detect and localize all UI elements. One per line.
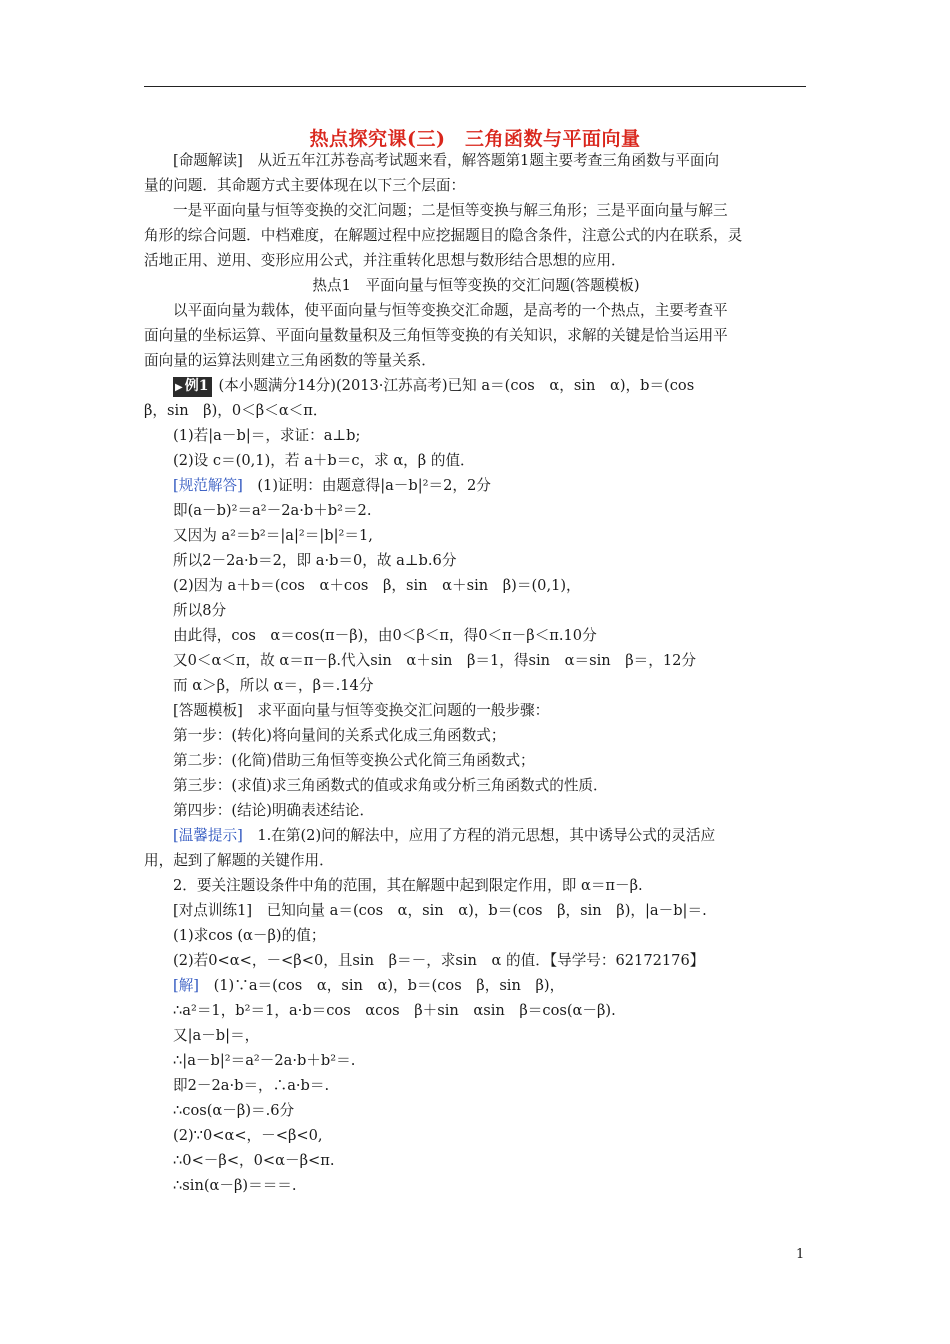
text-line bbox=[144, 998, 808, 1023]
line-text: 角形的综合问题．中档难度，在解题过程中应挖掘题目的隐含条件，注意公式的内在联系，灵 bbox=[144, 227, 743, 244]
text-line bbox=[144, 1098, 808, 1123]
section-label: [温馨提示] bbox=[173, 827, 258, 844]
text-line bbox=[144, 223, 808, 248]
line-text: 2．要关注题设条件中角的范围，其在解题中起到限定作用，即 α＝π－β. bbox=[173, 877, 643, 894]
page-title: 热点探究课(三) 三角函数与平面向量 bbox=[309, 128, 641, 150]
text-line bbox=[144, 498, 808, 523]
section-label: [规范解答] bbox=[173, 477, 258, 494]
line-text: (2)设 c＝(0,1)，若 a＋b＝c，求 α，β 的值． bbox=[173, 452, 475, 469]
line-text: (2)因为 a＋b＝(cos α＋cos β，sin α＋sin β)＝(0,1)， bbox=[173, 577, 581, 594]
text-line bbox=[144, 673, 808, 698]
text-line bbox=[144, 1073, 808, 1098]
text-line bbox=[144, 523, 808, 548]
line-text: ∴a²＝1，b²＝1，a·b＝cos αcos β＋sin αsin β＝cos(α－β). bbox=[173, 1002, 616, 1019]
text-line bbox=[144, 823, 808, 848]
line-text: ∴sin(α－β)＝＝＝. bbox=[173, 1177, 297, 1194]
text-line bbox=[144, 1173, 808, 1198]
arrow-icon: ▶ bbox=[175, 382, 183, 393]
line-text: 活地正用、逆用、变形应用公式，并注重转化思想与数形结合思想的应用． bbox=[144, 252, 626, 269]
text-line bbox=[144, 1123, 808, 1148]
text-line bbox=[144, 723, 808, 748]
text-line bbox=[144, 548, 808, 573]
text-line bbox=[144, 348, 808, 373]
line-text: 用，起到了解题的关键作用． bbox=[144, 852, 334, 869]
page-number: 1 bbox=[796, 1247, 805, 1262]
line-text: 所以8分 bbox=[173, 602, 227, 619]
line-text: (1)求cos (α－β)的值； bbox=[173, 927, 326, 944]
line-text: 面向量的坐标运算、平面向量数量积及三角恒等变换的有关知识，求解的关键是恰当运用平 bbox=[144, 327, 728, 344]
line-text: [命题解读] 从近五年江苏卷高考试题来看，解答题第1题主要考查三角函数与平面向 bbox=[173, 152, 720, 169]
line-text: ∴0<－β<，0<α－β<π. bbox=[173, 1152, 335, 1169]
text-line bbox=[144, 848, 808, 873]
line-text: 所以2－2a·b＝2，即 a·b＝0，故 a⊥b.6分 bbox=[173, 552, 457, 569]
line-text: ∴cos(α－β)＝.6分 bbox=[173, 1102, 295, 1119]
text-line bbox=[144, 298, 808, 323]
text-line bbox=[144, 1148, 808, 1173]
text-line bbox=[144, 423, 808, 448]
text-line bbox=[144, 1023, 808, 1048]
line-text: (1)若|a－b|＝，求证：a⊥b; bbox=[173, 427, 361, 444]
line-text: 即(a－b)²＝a²－2a·b＋b²＝2. bbox=[173, 502, 372, 519]
text-line bbox=[144, 648, 808, 673]
text-line bbox=[144, 773, 808, 798]
line-text: (1)证明：由题意得|a－b|²＝2，2分 bbox=[257, 477, 491, 494]
text-line bbox=[144, 898, 808, 923]
document-body bbox=[144, 148, 808, 1198]
line-text: 即2－2a·b＝，∴a·b＝. bbox=[173, 1077, 330, 1094]
line-text: ∴|a－b|²＝a²－2a·b＋b²＝. bbox=[173, 1052, 356, 1069]
text-line bbox=[144, 323, 808, 348]
text-line bbox=[144, 798, 808, 823]
line-text: 1.在第(2)问的解法中，应用了方程的消元思想，其中诱导公式的灵活应 bbox=[257, 827, 716, 844]
line-text: 又因为 a²＝b²＝|a|²＝|b|²＝1, bbox=[173, 527, 373, 544]
line-text: (1)∵a＝(cos α，sin α)，b＝(cos β，sin β)， bbox=[213, 977, 565, 994]
text-line bbox=[144, 923, 808, 948]
text-line bbox=[144, 623, 808, 648]
line-text: (2)∵0<α<，－<β<0, bbox=[173, 1127, 323, 1144]
line-text: 一是平面向量与恒等变换的交汇问题；二是恒等变换与解三角形；三是平面向量与解三 bbox=[173, 202, 728, 219]
line-text: 又0＜α＜π，故 α＝π－β.代入sin α＋sin β＝1，得sin α＝sin β＝，12分 bbox=[173, 652, 697, 669]
line-text: (2)若0<α<，－<β<0，且sin β＝－，求sin α 的值．【导学号：62172176】 bbox=[173, 952, 705, 969]
line-text: 又|a－b|＝， bbox=[173, 1027, 260, 1044]
example-badge bbox=[173, 377, 212, 397]
text-line bbox=[144, 373, 808, 398]
text-line bbox=[144, 748, 808, 773]
text-line bbox=[144, 948, 808, 973]
text-line bbox=[144, 448, 808, 473]
line-text: (本小题满分14分)(2013·江苏高考)已知 a＝(cos α，sin α)，b＝(cos bbox=[218, 377, 695, 394]
text-line bbox=[144, 173, 808, 198]
text-line bbox=[144, 398, 808, 423]
line-text: 热点1 平面向量与恒等变换的交汇问题(答题模板) bbox=[312, 277, 640, 294]
line-text: 而 α＞β，所以 α＝，β＝.14分 bbox=[173, 677, 374, 694]
text-line bbox=[144, 598, 808, 623]
line-text: [对点训练1] 已知向量 a＝(cos α，sin α)，b＝(cos β，sin β)，|a－b|＝. bbox=[173, 902, 707, 919]
line-text: 面向量的运算法则建立三角函数的等量关系． bbox=[144, 352, 436, 369]
line-text: 以平面向量为载体，使平面向量与恒等变换交汇命题，是高考的一个热点，主要考查平 bbox=[173, 302, 728, 319]
example-label: 例1 bbox=[184, 378, 209, 394]
text-line bbox=[144, 198, 808, 223]
text-line bbox=[144, 698, 808, 723]
header-rule bbox=[144, 86, 806, 87]
line-text: β，sin β)，0＜β＜α＜π． bbox=[144, 402, 328, 419]
text-line bbox=[144, 248, 808, 273]
text-line bbox=[144, 273, 808, 298]
text-line bbox=[144, 1048, 808, 1073]
text-line bbox=[144, 473, 808, 498]
line-text: 第三步：(求值)求三角函数式的值或求角或分析三角函数式的性质． bbox=[173, 777, 608, 794]
line-text: [答题模板] 求平面向量与恒等变换交汇问题的一般步骤： bbox=[173, 702, 550, 719]
line-text: 由此得，cos α＝cos(π－β)，由0＜β＜π，得0＜π－β＜π.10分 bbox=[173, 627, 597, 644]
text-line bbox=[144, 148, 808, 173]
line-text: 第四步：(结论)明确表述结论． bbox=[173, 802, 375, 819]
text-line bbox=[144, 873, 808, 898]
section-label: [解] bbox=[173, 977, 214, 994]
text-line bbox=[144, 973, 808, 998]
line-text: 第二步：(化简)借助三角恒等变换公式化简三角函数式； bbox=[173, 752, 535, 769]
line-text: 第一步：(转化)将向量间的关系式化成三角函数式； bbox=[173, 727, 506, 744]
text-line bbox=[144, 573, 808, 598]
line-text: 量的问题．其命题方式主要体现在以下三个层面： bbox=[144, 177, 466, 194]
